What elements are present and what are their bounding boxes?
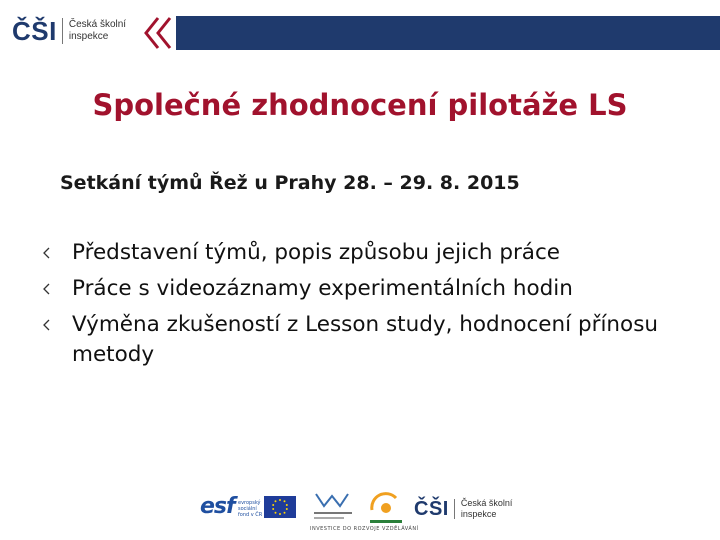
footer-caption: INVESTICE DO ROZVOJE VZDĚLÁVÁNÍ [310, 526, 419, 532]
chevron-left-icon [40, 282, 54, 296]
bullet-text: Práce s videozáznamy experimentálních hodin [72, 276, 573, 301]
csi-footer-logo-line2: inspekce [460, 509, 497, 519]
bullet-list [40, 238, 710, 376]
csi-logo-line2: inspekce [68, 31, 109, 42]
csi-logo-text [69, 19, 126, 43]
double-chevron-icon [146, 18, 170, 48]
footer-logos [200, 488, 530, 534]
slide-header [0, 0, 720, 50]
bullet-text: Představení týmů, popis způsobu jejich práce [72, 240, 561, 265]
csi-footer-logo [414, 494, 530, 524]
logo-divider [454, 499, 455, 519]
csi-logo [12, 14, 126, 48]
header-blue-band [176, 16, 720, 50]
esf-logo [200, 492, 298, 528]
chevron-left-icon [40, 246, 54, 260]
bullet-item [40, 274, 710, 304]
chevron-left-icon [40, 318, 54, 332]
csi-footer-logo-line1: Česká školní [460, 498, 513, 508]
bullet-text: Výměna zkušeností z Lesson study, hodnocení přínosu metody [72, 312, 659, 367]
bullet-item [40, 310, 710, 370]
logo-divider [62, 18, 63, 44]
csi-logo-line1: Česká školní [68, 19, 127, 30]
csi-logo-mark: ČŠI [12, 16, 57, 46]
slide-subtitle: Setkání týmů Řež u Prahy 28. – 29. 8. 2015 [60, 172, 520, 194]
header-bar [140, 16, 720, 50]
slide-title: Společné zhodnocení pilotáže LS [92, 88, 628, 122]
csi-footer-logo-mark: ČŠI [414, 498, 449, 520]
esf-logo-mark: esf [200, 494, 235, 519]
esf-logo-text: evropský sociální fond v ČR [238, 500, 263, 518]
bullet-item [40, 238, 710, 268]
csi-footer-logo-text [461, 498, 513, 520]
eu-flag-icon [264, 496, 296, 518]
